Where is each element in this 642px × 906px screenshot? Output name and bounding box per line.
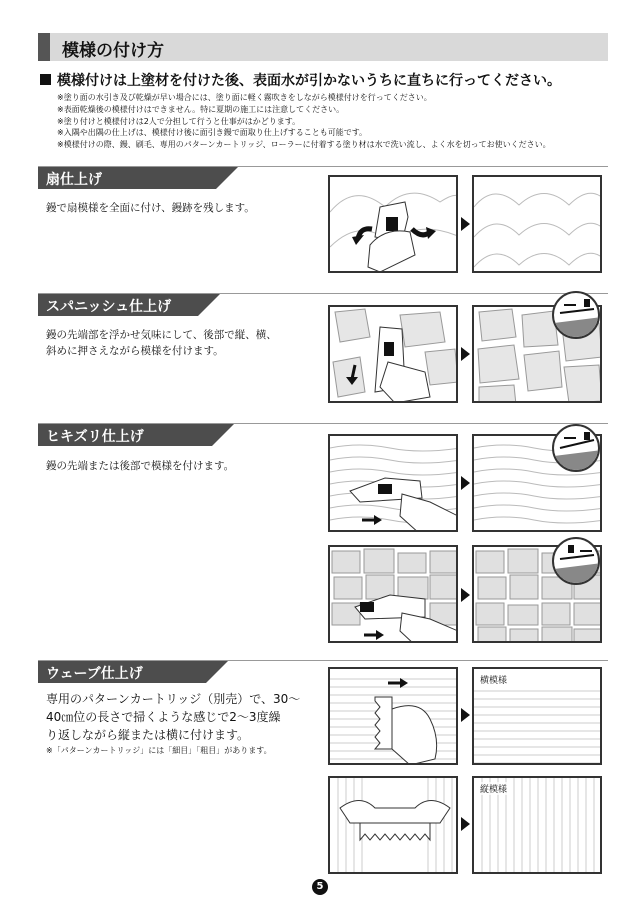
section-description	[46, 327, 277, 359]
trowel-angle-badge	[552, 291, 600, 339]
description-line: 40㎝位の長さで掃くような感じで2〜3度繰	[46, 710, 281, 724]
page-title: 模様の付け方	[62, 41, 164, 61]
panel-label-horizontal: 横模様	[480, 673, 507, 686]
section-description: 鏝の先端または後部で模様を付けます。	[46, 460, 235, 472]
description-line: 斜めに押さえながら模様を付けます。	[46, 345, 224, 357]
illustration-ougi-result	[472, 175, 602, 273]
lead-text: 模様付けは上塗材を付けた後、表面水が引かないうちに直ちに行ってください。	[57, 73, 561, 89]
description-line: 鏝の先端部を浮かせ気味にして、後部で縦、横、	[46, 329, 277, 341]
trowel-angle-badge	[552, 424, 600, 472]
illustration-wave-horizontal-applying	[328, 667, 458, 765]
illustration-ougi-applying	[328, 175, 458, 273]
section-tab-spanish	[38, 294, 220, 316]
description-line: 専用のパターンカートリッジ（別売）で、30〜	[46, 692, 301, 706]
square-bullet-icon	[40, 74, 51, 85]
section-label: ヒキズリ仕上げ	[46, 429, 144, 445]
illustration-wave-vertical-result	[472, 776, 602, 874]
illustration-wave-vertical-applying	[328, 776, 458, 874]
arrow-right-icon	[461, 476, 470, 490]
panel-label-vertical: 縦模様	[480, 782, 507, 795]
section-label: ウェーブ仕上げ	[46, 666, 143, 682]
section-label: スパニッシュ仕上げ	[46, 299, 172, 315]
trowel-angle-badge	[552, 537, 600, 585]
arrow-right-icon	[461, 347, 470, 361]
page-number: 5	[312, 879, 328, 895]
illustration-wave-horizontal-result	[472, 667, 602, 765]
section-label: 扇仕上げ	[46, 172, 102, 188]
page-title-bar	[38, 33, 608, 61]
section-description: 鏝で扇模様を全面に付け、鏝跡を残します。	[46, 202, 255, 214]
note-item: ※塗り面の水引き及び乾燥が早い場合には、塗り面に軽く霧吹きをしながら模様付けを行ってください。	[57, 93, 432, 102]
description-line: り返しながら縦または横に付けます。	[46, 728, 250, 742]
illustration-spanish-applying	[328, 305, 458, 403]
note-item: ※表面乾燥後の模様付けはできません。特に夏期の施工には注意してください。	[57, 104, 345, 114]
note-item: ※塗り付けと模様付けは2人で分担して行うと仕事がはかどります。	[57, 116, 301, 126]
illustration-hikizuri-applying	[328, 434, 458, 532]
notes-list	[57, 92, 617, 151]
arrow-right-icon	[461, 588, 470, 602]
section-note: ※「パターンカートリッジ」には「細目」「粗目」があります。	[46, 746, 272, 755]
arrow-right-icon	[461, 817, 470, 831]
arrow-right-icon	[461, 708, 470, 722]
lead-text-row	[40, 70, 620, 90]
section-tab-hikizuri	[38, 424, 234, 446]
note-item: ※模様付けの際、鏝、刷毛、専用のパターンカートリッジ、ローラーに付着する塗り材は水で洗い流し、よく水を切ってお使いください。	[57, 140, 551, 150]
illustration-hikizuri-block-applying	[328, 545, 458, 643]
note-item: ※入隅や出隅の仕上げは、模様付け後に面引き鏝で面取り仕上げすることも可能です。	[57, 128, 368, 138]
section-description	[46, 690, 300, 744]
arrow-right-icon	[461, 217, 470, 231]
section-tab-wave	[38, 661, 228, 683]
section-tab-ougi	[38, 167, 238, 189]
title-accent	[38, 33, 50, 61]
